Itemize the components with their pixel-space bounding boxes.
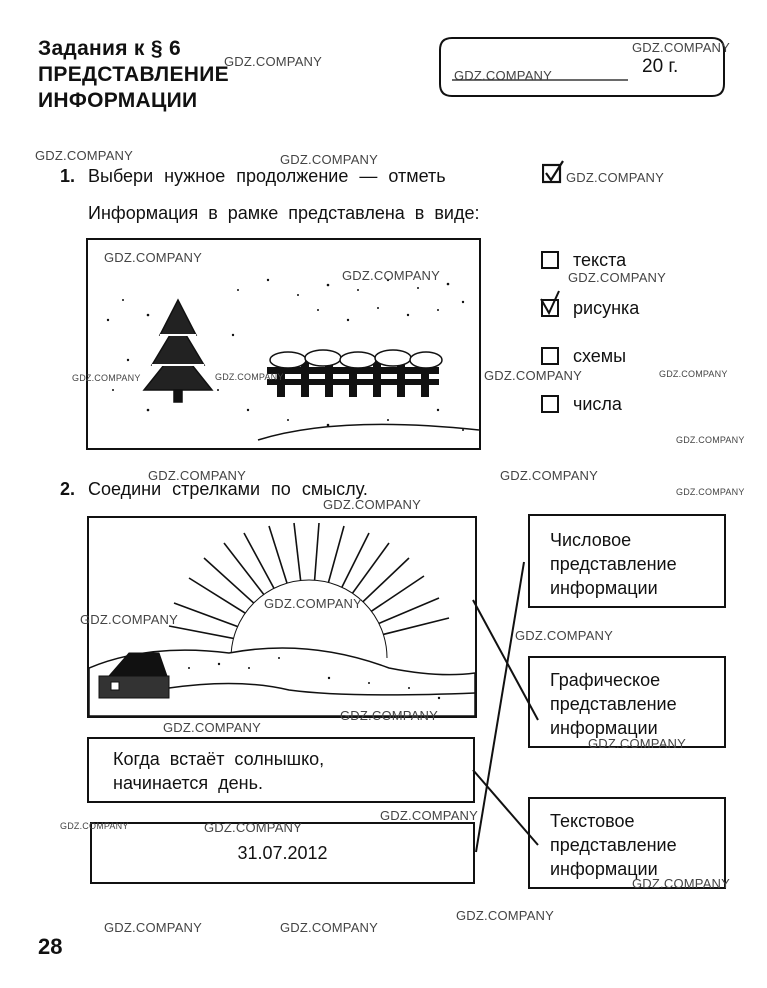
watermark: GDZ.COMPANY: [676, 487, 745, 497]
box-line: информации: [550, 578, 658, 598]
task2-number: 2.: [60, 479, 76, 499]
watermark: GDZ.COMPANY: [280, 920, 379, 935]
box-line: информации: [550, 859, 658, 879]
watermark: GDZ.COMPANY: [35, 148, 134, 163]
watermark: GDZ.COMPANY: [456, 908, 555, 923]
watermark: GDZ.COMPANY: [280, 152, 379, 167]
task1-subprompt: Информация в рамке представлена в виде:: [88, 203, 480, 223]
watermark: GDZ.COMPANY: [515, 628, 614, 643]
title-line-1: Задания к § 6: [38, 37, 181, 60]
option-label: рисунка: [573, 297, 640, 318]
date-value: 31.07.2012: [237, 843, 328, 863]
box-line: Текстовое: [550, 811, 635, 831]
box-line: информации: [550, 718, 658, 738]
watermark: GDZ.COMPANY: [163, 720, 262, 735]
watermark: GDZ.COMPANY: [323, 497, 422, 512]
watermark: GDZ.COMPANY: [568, 270, 667, 285]
line-number-to-numeric: [476, 562, 524, 852]
box-line: представление: [550, 554, 677, 574]
watermark: GDZ.COMPANY: [342, 268, 441, 283]
box-line: представление: [550, 694, 677, 714]
watermark: GDZ.COMPANY: [676, 435, 745, 445]
watermark: GDZ.COMPANY: [588, 736, 687, 751]
option-label: числа: [573, 393, 622, 414]
watermark: GDZ.COMPANY: [60, 821, 129, 831]
watermark: GDZ.COMPANY: [204, 820, 303, 835]
watermark: GDZ.COMPANY: [215, 372, 284, 382]
watermark: GDZ.COMPANY: [500, 468, 599, 483]
watermark: GDZ.COMPANY: [380, 808, 479, 823]
watermark: GDZ.COMPANY: [72, 373, 141, 383]
box-line: представление: [550, 835, 677, 855]
option-label: текста: [573, 249, 627, 270]
watermark: GDZ.COMPANY: [104, 920, 203, 935]
line-picture-to-graphic: [473, 600, 538, 720]
text-card-line-1: Когда встаёт солнышко,: [113, 749, 325, 769]
page-number: 28: [38, 934, 63, 959]
task2-prompt: Соедини стрелками по смыслу.: [88, 479, 368, 499]
watermark: GDZ.COMPANY: [632, 40, 731, 55]
watermark: GDZ.COMPANY: [484, 368, 583, 383]
text-card-line-2: начинается день.: [113, 773, 263, 793]
watermark: GDZ.COMPANY: [632, 876, 731, 891]
watermark: GDZ.COMPANY: [340, 708, 439, 723]
title-line-3: ИНФОРМАЦИИ: [38, 89, 198, 112]
watermark: GDZ.COMPANY: [224, 54, 323, 69]
date-suffix: 20 г.: [642, 56, 679, 77]
watermark: GDZ.COMPANY: [80, 612, 179, 627]
task1-prompt: Выбери нужное продолжение — отметь: [88, 166, 446, 186]
watermark: GDZ.COMPANY: [659, 369, 728, 379]
task1-number: 1.: [60, 166, 76, 186]
watermark: GDZ.COMPANY: [104, 250, 203, 265]
watermark: GDZ.COMPANY: [148, 468, 247, 483]
watermark: GDZ.COMPANY: [454, 68, 553, 83]
title-line-2: ПРЕДСТАВЛЕНИЕ: [38, 63, 229, 86]
box-line: Графическое: [550, 670, 661, 690]
option-label: схемы: [573, 345, 627, 366]
watermark: GDZ.COMPANY: [566, 170, 665, 185]
box-line: Числовое: [550, 530, 632, 550]
watermark: GDZ.COMPANY: [264, 596, 363, 611]
